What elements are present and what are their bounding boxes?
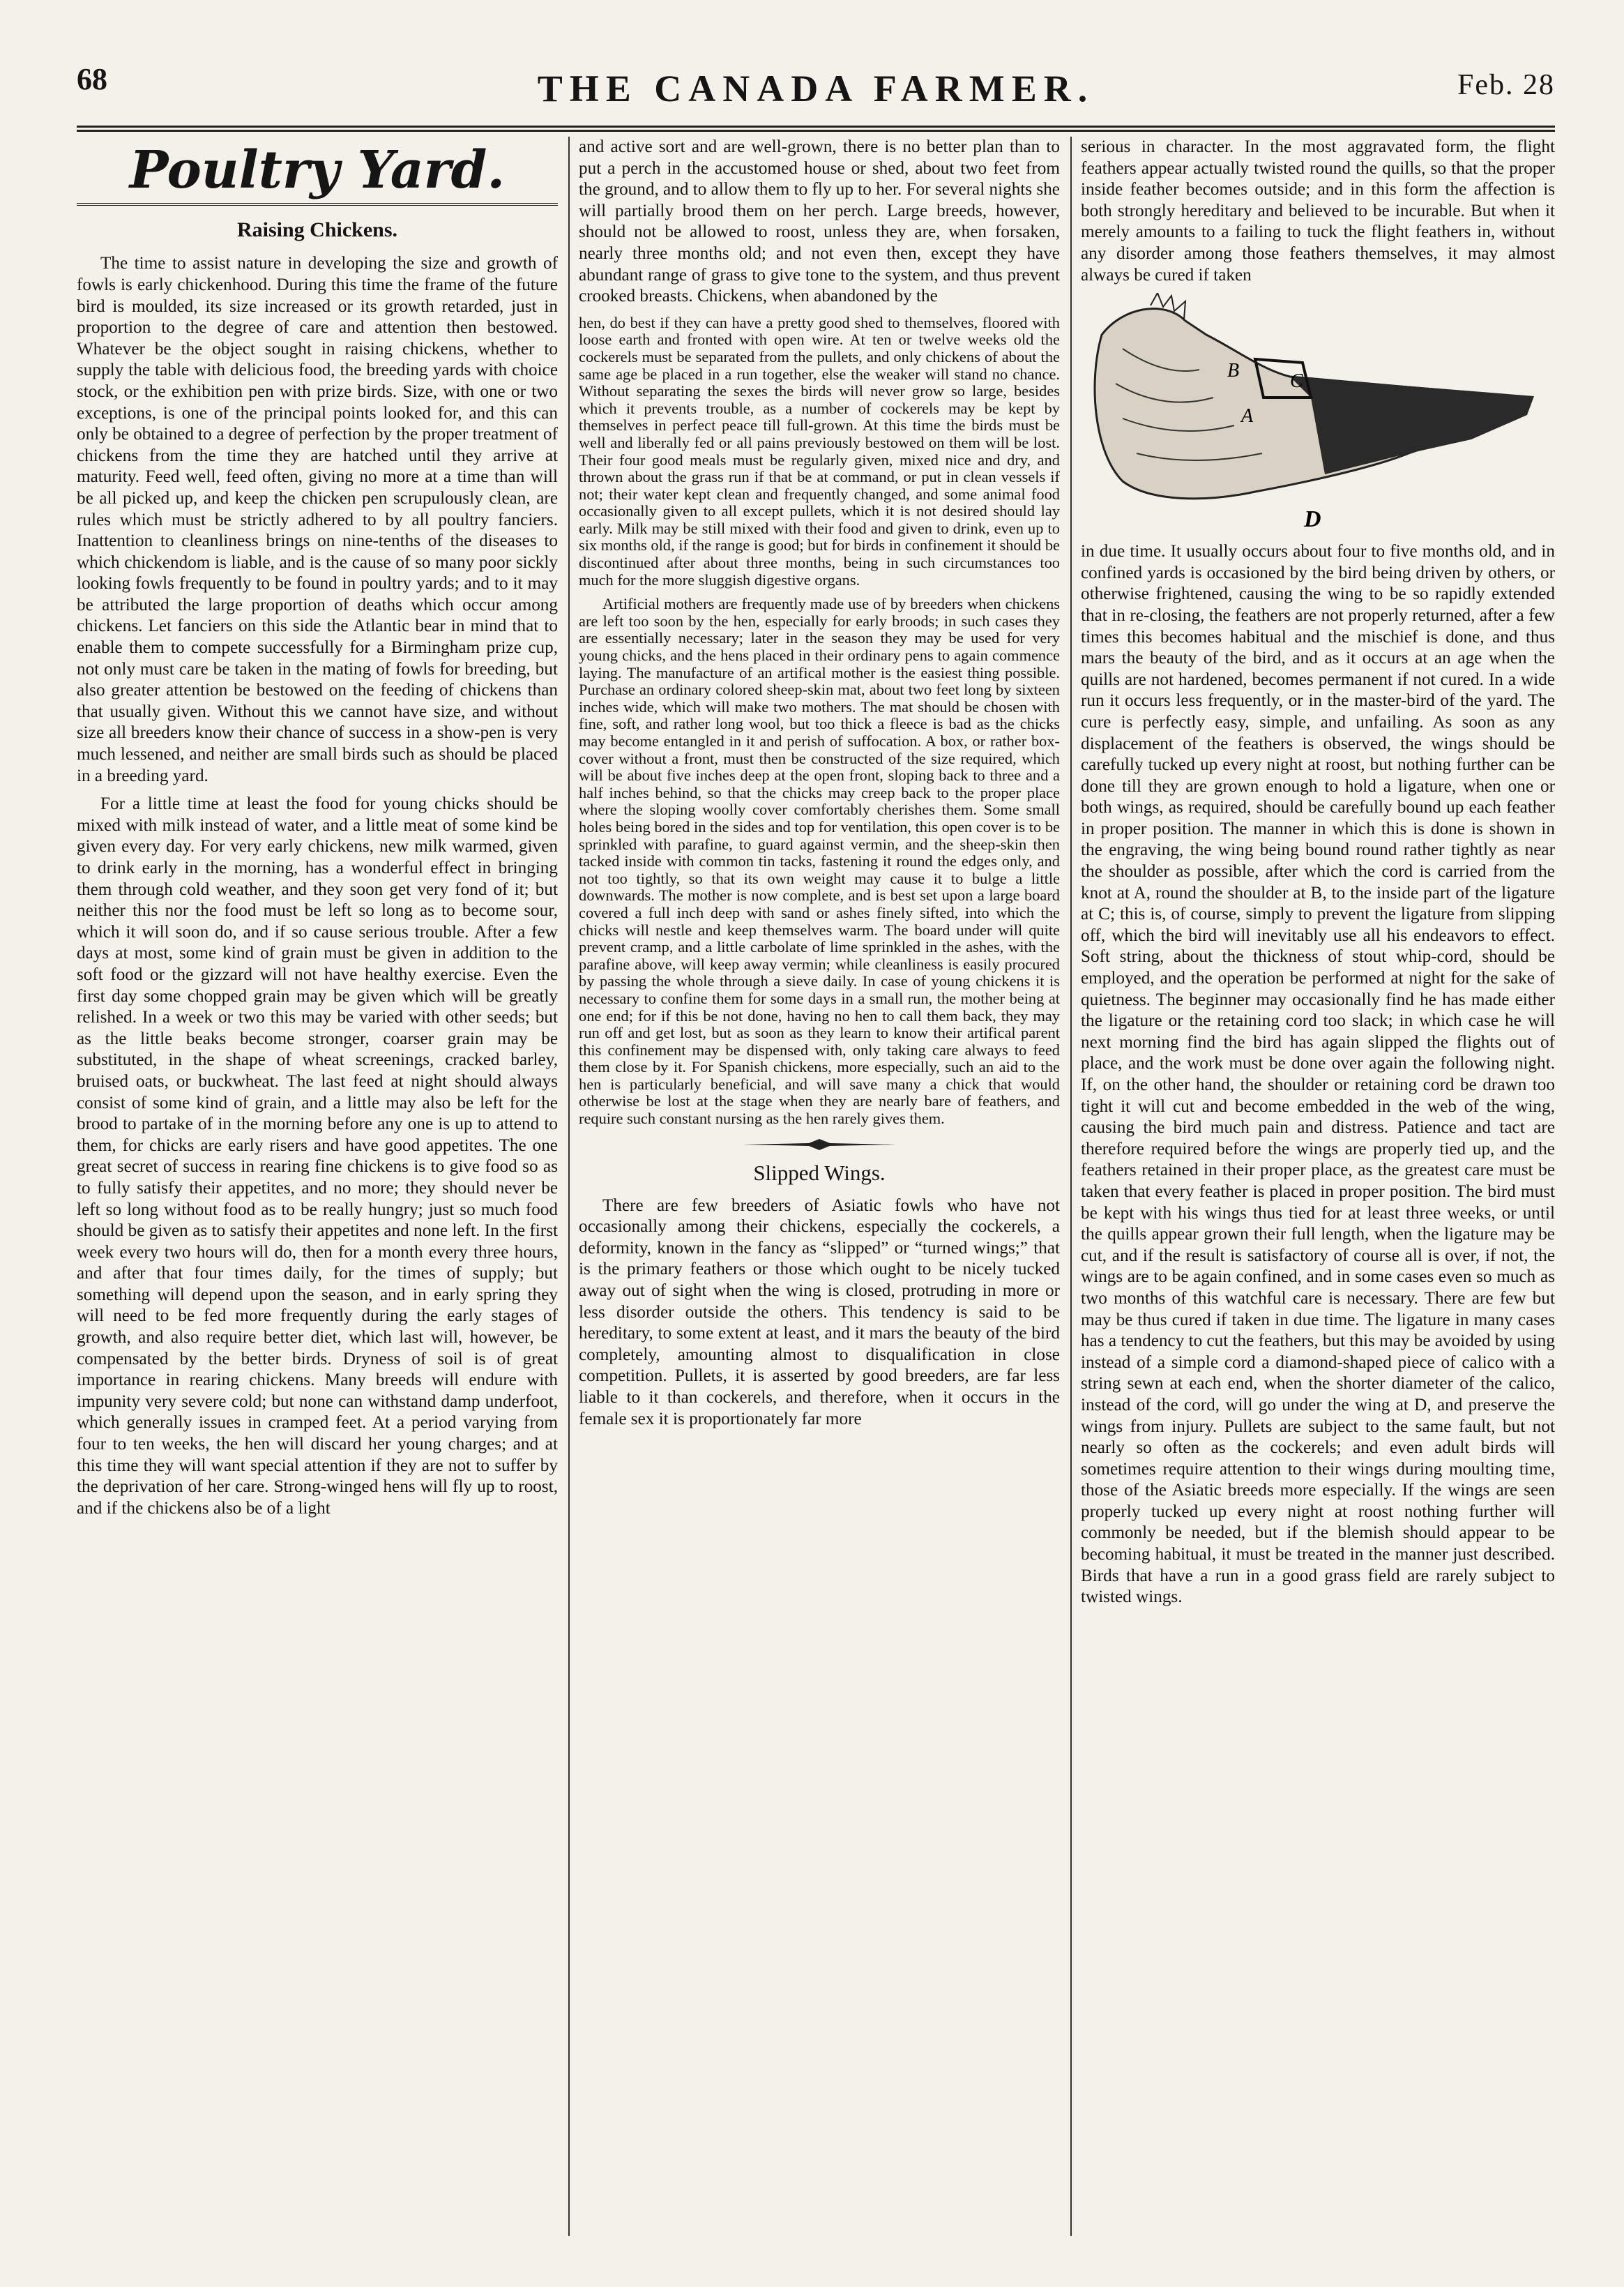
column-divider-2 <box>1070 137 1072 2236</box>
article-paragraph: Artificial mothers are frequently made use of by breeders when chickens are left too soon by the hen, especially for early broods; in such cases they are essentially necessary; later in the season they may be used for very young chicks, and the hens placed in their ordinary pens to again commence laying. The manufacture of an artifical mother is the easiest thing possible. Purchase an ordinary colored sheep-skin mat, about two feet long by sixteen inches wide, which will make two mothers. The mat should be chosen with fine, soft, and rather long wool, but too thick a fleece is bad as the chicks may become entangled in it and perish of suffocation. A box, or rather box-cover without a front, must then be constructed of the size required, which will be about five inches deep at the open front, sloping back to three and a half inches behind, so that the chicks may creep back to the proper place where the sloping woolly cover comfortably cherishes them. Some small holes being bored in the sides and top for ventilation, this open cover is to be sprinkled with parafine, to guard against vermin, and the sheep-skin then tacked inside with common tin tacks, fastening it round the edges only, and not too tightly, so that its own weight may cause it to bulge a little downwards. The mother is now complete, and is best set upon a large board covered a full inch deep with sand or ashes finely sifted, into which the chicks will nestle and keep themselves warm. The board under will quite prevent cramp, and a little carbolate of lime sprinkled in the ashes, with the parafine above, will keep away vermin; while cleanliness is easily procured by passing the whole through a sieve daily. In case of young chickens it is necessary to confine them for some days in a small run, the mother being at one end; for if this be not done, having no hen to call them back, they may run off and get lost, but as soon as they learn to know their artifical parent this confinement may be dispensed with, only taking care always to feed them close by it. For Spanish chickens, more especially, such an aid to the hen is particularly beneficial, and will save many a chick that would otherwise be lost at the stage when they are nearly bare of feathers, and require such constant nursing as the hen rarely gives them. <box>579 595 1060 1128</box>
section-separator <box>579 1138 1060 1155</box>
header-rule <box>77 126 1555 128</box>
label-d: D <box>1304 506 1321 533</box>
column-2 <box>579 137 1060 2236</box>
article-title-raising-chickens: Raising Chickens. <box>236 218 398 242</box>
label-b: B <box>1227 360 1240 382</box>
department-title: Poultry Yard. <box>129 140 506 200</box>
article-paragraph: hen, do best if they can have a pretty good shed to themselves, floored with loose earth and fronted with open wire. At ten or twelve weeks old the cockerels must be separated from the pullets, and only chickens of about the same age be placed in a run together, else the weaker will stand no chance. Without separating the sexes the birds will never grow so large, besides which it prevents trouble, as a number of cockerels may be kept by themselves in perfect peace till full-grown. At this time the birds must be well and liberally fed or all pains previously bestowed on them will be lost. Their four good meals must be regularly given, mixed nice and dry, and thrown about the grass run if that be at command, or put in clean vessels if not; their water kept clean and frequently changed, and some animal food occasionally given to all except pullets, which it is not desired should lay early. Milk may be still mixed with their food and given to drink, even up to six months old, if the range is good; but for birds in confinement it should be discontinued after about three months, being in such circumstances too much for the more sluggish digestive organs. <box>579 313 1060 589</box>
page-header <box>77 61 1555 124</box>
column-divider-1 <box>568 137 570 2236</box>
column-3 <box>1081 137 1555 2236</box>
issue-date: Feb. 28 <box>1457 69 1555 101</box>
label-a: A <box>1241 405 1254 428</box>
label-c: C <box>1290 370 1303 393</box>
article-paragraph: serious in character. In the most aggravated form, the flight feathers appear actually twisted round the quills, so that the proper inside feather becomes outside; and in this form the affection is both strongly hereditary and believed to be incurable. But when it merely amounts to a failing to tuck the flight feathers in, without any disorder among those feathers themselves, it may almost always be cured if taken <box>1081 137 1555 285</box>
article-paragraph: There are few breeders of Asiatic fowls who have not occasionally among their chickens, especially the cockerels, a deformity, known in the fancy as “slipped” or “turned wings;” that is the primary feathers or those which ought to be nicely tucked away out of sight when the wing is closed, protruding in more or less disorder outside the others. This tendency is said to be hereditary, to some extent at least, and it mars the beauty of the bird completely, amounting almost to disqualification in close competition. Pullets, it is asserted by good breeders, are far less liable to it than cockerels, and therefore, when it occurs in the female sex it is proportionately far more <box>579 1195 1060 1428</box>
department-rule <box>77 203 558 206</box>
page-number: 68 <box>77 62 107 96</box>
masthead: THE CANADA FARMER. <box>537 68 1095 110</box>
article-paragraph: in due time. It usually occurs about four to five months old, and in confined yards is occasioned by the bird being driven by others, or otherwise frightened, causing the wing to be so rapidly extended that in re-closing, the feathers are not properly returned, after a few times this becomes habitual and the mischief is done, and thus mars the beauty of the bird, and as it occurs at an age when the quills are not hardened, becomes permanent if not cured. In a wide run it occurs less frequently, or in the master-bird of the yard. The cure is perfectly easy, simple, and unfailing. As soon as any displacement of the feathers is observed, the wings should be carefully tucked up every night at roost, but nothing further can be done till they are grown enough to hold a ligature, when one or both wings, as required, should be carefully bound up each feather in proper position. The manner in which this is done is shown in the engraving, the wing being bound round rather tightly as near the shoulder as possible, after which the cord is carried from the knot at A, round the shoulder at B, to the inside part of the ligature at C; this is, of course, simply to prevent the ligature from slipping off, which the bird will inevitably use all his endeavors to effect. Soft string, about the thickness of stout whip-cord, should be employed, and the operation be performed at night for the sake of quietness. The beginner may occasionally find he has made either the ligature or the retaining cord too slack; in which case he will next morning find the bird has again slipped the flights out of place, and the work must be done over again the following night. If, on the other hand, the shoulder or retaining cord be drawn too tight it will cut and become embedded in the web of the wing, causing the bird much pain and distress. Patience and tact are therefore required before the wings are properly tied up, and the feathers retained in their proper place, as the greatest care must be taken that every feather is placed in proper position. The bird must be kept with his wings thus tied for at least three weeks, or until the quills appear grown their full length, when the ligature may be cut, and if the result is satisfactory of course all is over, if not, the wings are to be again confined, and in some cases even so much as two months of this watchful care is necessary. There are few but may be thus cured if taken in due time. The ligature in many cases has a tendency to cut the feathers, but this may be avoided by using instead of a simple cord a diamond-shaped piece of calico with a string sewn at each end, when the shorter diameter of the calico, instead of the cord, will go under the wing at D, and preserve the wings from injury. Pullets are subject to the same fault, but not nearly so often as the cockerels; and even adult birds will sometimes require attention to their wings during moulting time, those of the Asiatic breeds more especially. If the wings are seen properly tucked up every night at roost nothing further will commonly be needed, but if the blemish should appear to be becoming habitual, it must be treated in the manner just described. Birds that have a run in a good grass field are rarely subject to twisted wings. <box>1081 542 1555 1607</box>
article-paragraph: The time to assist nature in developing the size and growth of fowls is early chickenhood. During this time the frame of the future bird is moulded, its size increased or its growth retarded, just in proportion to the degree of care and attention then bestowed. Whatever be the object sought in raising chickens, whether to supply the table with delicious food, the breeding yards with choice stock, or the exhibition pen with prize birds. Size, with one or two exceptions, is one of the principal points looked for, and this can only be obtained to a degree of perfection by the proper treatment of chickens from the time they are hatched until they arrive at maturity. Feed well, feed often, giving no more at a time than will be all picked up, and keep the chicken pen scrupulously clean, are rules which must be strictly adhered to by all poultry fanciers. Inattention to cleanliness brings on nine-tenths of the diseases to which chickendom is liable, and is the cause of so many poor sickly looking fowls frequently to be found in poultry yards; and to it may be attributed the large proportion of deaths which occur among chickens. Let fanciers on this side the Atlantic bear in mind that to enable them to compete successfully for a Birmingham prize cup, not only must care be taken in the mating of fowls for breeding, but also greater attention be bestowed on the feeding of chickens than that usually given. Without this we cannot have size, and without size all breeders know their chance of success in a show-pen is very much lessened, and neither are small birds such as should be placed in a breeding yard. <box>77 254 558 785</box>
wing-ligature-engraving <box>1081 293 1555 537</box>
column-1 <box>77 137 558 2236</box>
article-title-slipped-wings: Slipped Wings. <box>753 1160 886 1185</box>
article-paragraph: For a little time at least the food for young chicks should be mixed with milk instead of water, and a little meat of some kind be given every day. For very early chickens, new milk warmed, given to drink early in the morning, has a wonderful effect in bringing them through cold weather, and they soon get very fond of it; but neither this nor the food must be left so long as to become sour, which it will soon do, and if so cause serious trouble. After a few days at most, some kind of grain must be given in addition to the soft food or the gizzard will not have healthy exercise. Even the first day some chopped grain may be given which will be greatly relished. In a week or two this may be varied with other seeds; but as the little beaks become stronger, coarser grain may be substituted, in the shape of wheat screenings, cracked barley, bruised oats, or buckwheat. The last feed at night should always consist of some kind of grain, and a little may also be left for the brood to partake of in the morning before any one is up to attend to them, for chicks are early risers and have good appetites. The one great secret of success in rearing fine chickens is to give food so as to fully satisfy their appetites, and no more; they should never be left so long without food as to be really hungry; just so much food should be given as to satisfy their appetites and none left. In the first week every two hours will do, then for a month every three hours, and after that four times daily, for the times of supply; but something will depend upon the season, and in early spring they will need to be fed more frequently during the early stages of growth, and also require better diet, which last will, however, be compensated by the better birds. Dryness of soil is of great importance in rearing chickens. Many breeds will endure with impunity very severe cold; but none can withstand damp underfoot, which generally issues in cramped feet. At a period varying from four to ten weeks, the hen will discard her young charges; and at this time they will want special attention if they are not to suffer by the deprivation of her care. Strong-winged hens will fly up to roost, and if the chickens also be of a light <box>77 794 558 1518</box>
header-rule-2 <box>77 130 1555 132</box>
article-paragraph: and active sort and are well-grown, there is no better plan than to put a perch in the accustomed house or shed, about two feet from the ground, and to allow them to fly up to her. For several nights she will partially brood them on her perch. Large breeds, however, should not be allowed to roost, unless they are, when forsaken, nearly three months old; and not even then, except they have abundant range of grass to give tone to the system, and thus prevent crooked breasts. Chickens, when abandoned by the <box>579 137 1060 306</box>
